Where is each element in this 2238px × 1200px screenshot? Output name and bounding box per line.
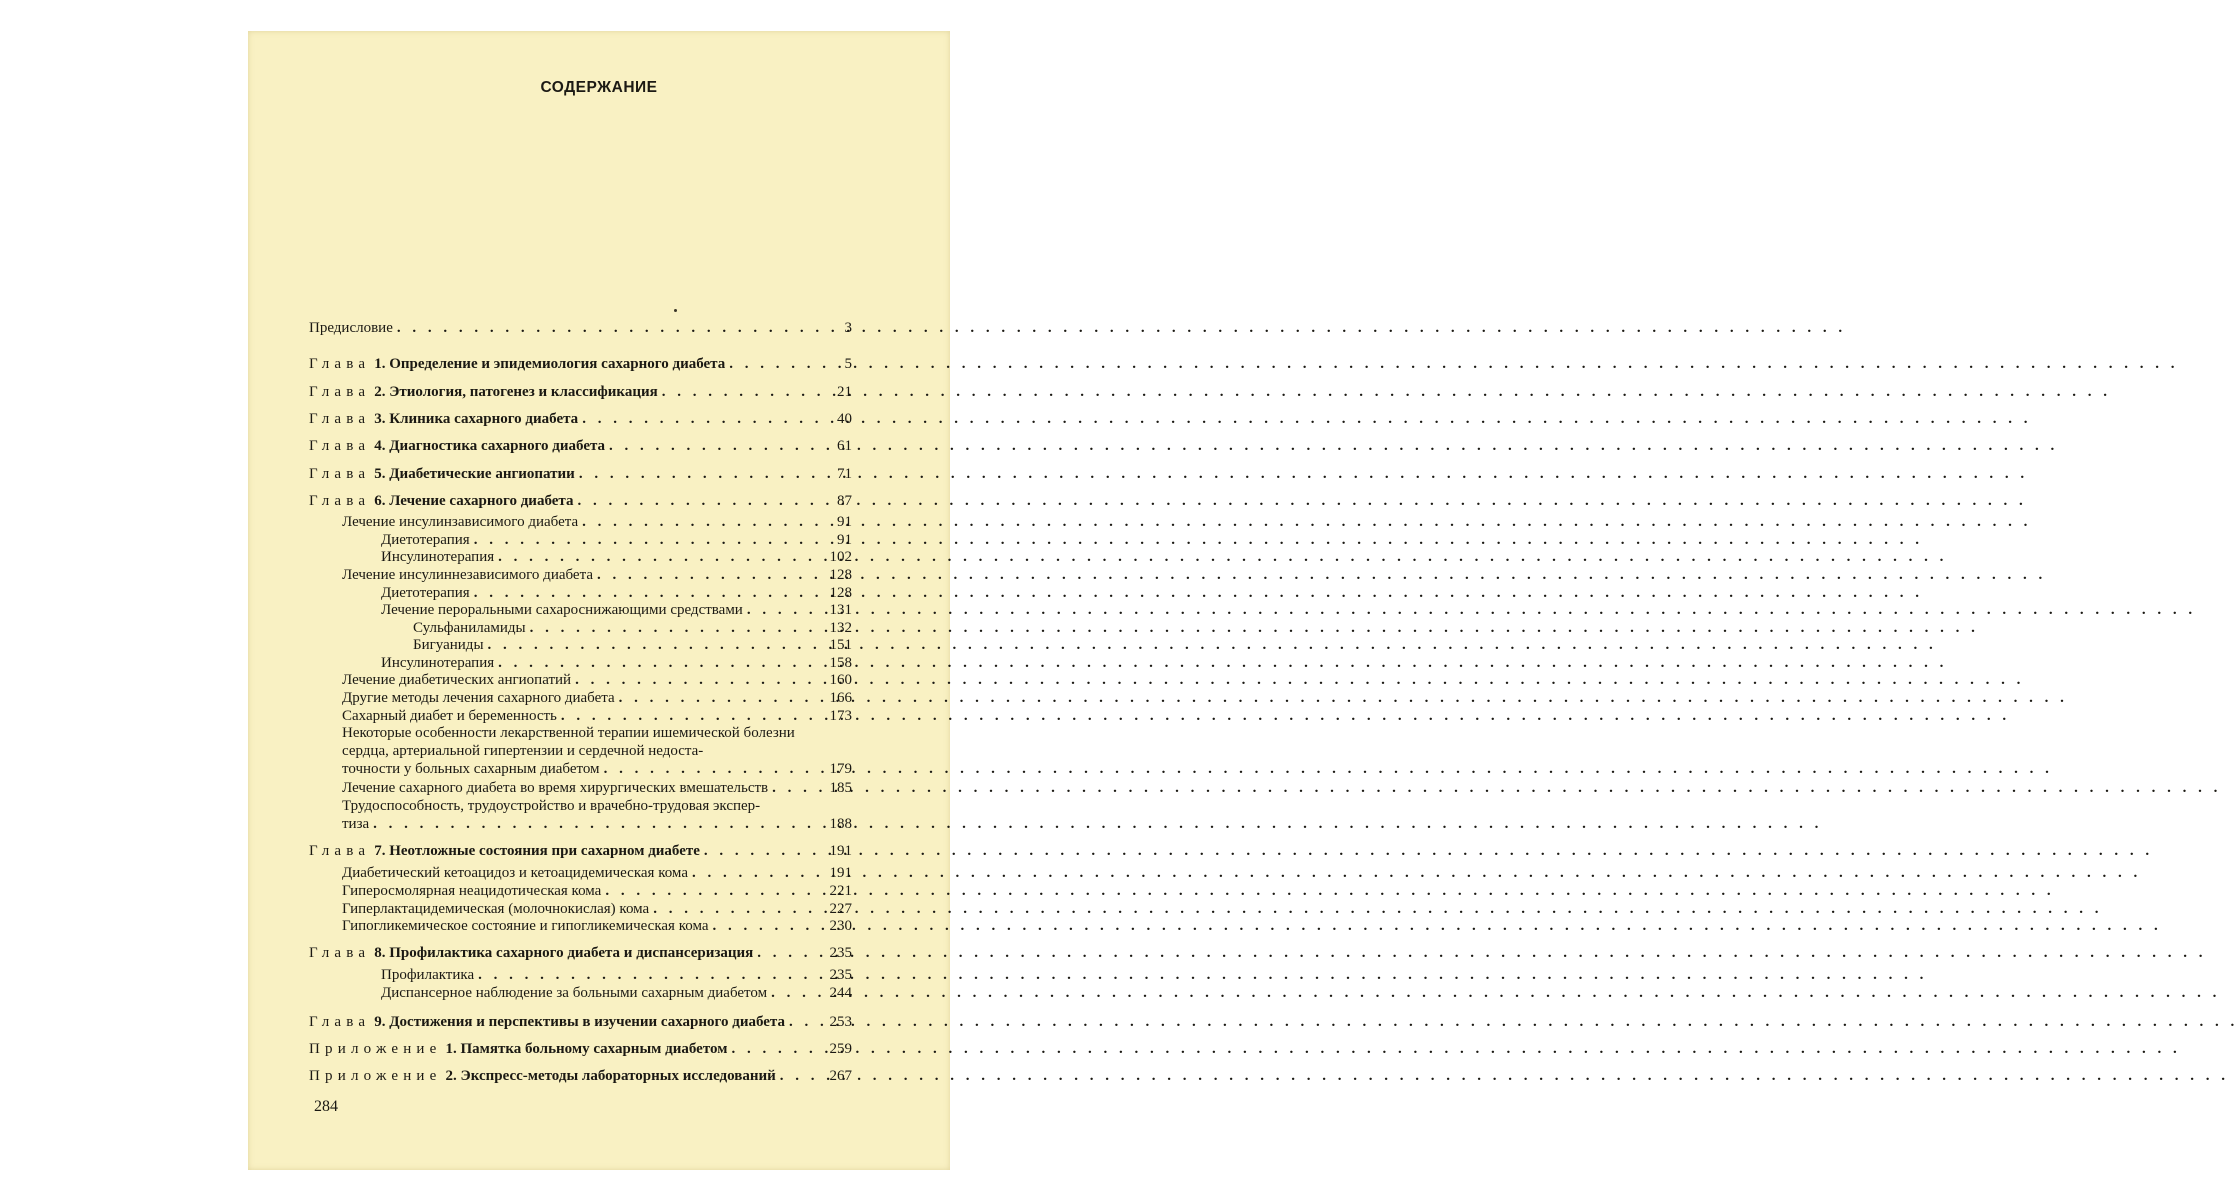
toc-page-number: 230 bbox=[829, 918, 852, 934]
toc-entry-appendix-2 bbox=[309, 1067, 852, 1085]
leader-dots bbox=[653, 900, 822, 918]
toc-entry-prefix: Глава bbox=[309, 945, 371, 961]
toc-page-number: 191 bbox=[829, 865, 852, 881]
leader-dots bbox=[561, 707, 822, 725]
toc-entry-text: Лечение сахарного диабета во время хирургических вмешательств bbox=[342, 780, 769, 796]
toc-page-number: 151 bbox=[829, 637, 852, 653]
toc-entry-text: Бигуаниды bbox=[413, 637, 484, 653]
leader-dots bbox=[582, 410, 822, 428]
toc-page-number: 166 bbox=[829, 690, 852, 706]
print-speck bbox=[674, 309, 677, 312]
toc-page-number: 131 bbox=[829, 602, 852, 618]
toc-entry-text: Диетотерапия bbox=[381, 532, 470, 548]
toc-entry-prefix: Глава bbox=[309, 843, 371, 859]
toc-entry-text: Сахарный диабет и беременность bbox=[342, 708, 557, 724]
page-title: СОДЕРЖАНИЕ bbox=[540, 79, 658, 96]
toc-entry-chapter-5 bbox=[309, 465, 852, 483]
toc-subentry bbox=[309, 864, 852, 882]
toc-entry-prefix: Приложение bbox=[309, 1068, 442, 1084]
toc-subentry-multiline bbox=[309, 724, 852, 778]
toc-entry-text: Некоторые особенности лекарственной терапии ишемической болезни сердца, артериальной гипертензии и сердечной недоста- bbox=[342, 725, 795, 759]
leader-dots bbox=[474, 584, 822, 602]
toc-entry-text: Сульфаниламиды bbox=[413, 620, 526, 636]
toc-entry-chapter-6 bbox=[309, 492, 852, 510]
toc-page-number: 91 bbox=[837, 532, 852, 548]
toc-subentry bbox=[309, 882, 852, 900]
toc-entry-text: 7. Неотложные состояния при сахарном диабете bbox=[374, 843, 700, 859]
toc-entry-chapter-2 bbox=[309, 383, 852, 401]
leader-dots bbox=[498, 548, 822, 566]
toc-entry-text: Диабетический кетоацидоз и кетоацидемическая кома bbox=[342, 865, 688, 881]
leader-dots bbox=[604, 760, 822, 778]
toc-entry-text: Инсулинотерапия bbox=[381, 655, 495, 671]
toc-entry-prefix: Приложение bbox=[309, 1041, 442, 1057]
toc-entry-text: 1. Определение и эпидемиология сахарного диабета bbox=[374, 356, 726, 372]
toc-page-number: 102 bbox=[829, 549, 852, 565]
toc-subentry bbox=[309, 531, 852, 549]
toc-page-number: 128 bbox=[829, 567, 852, 583]
toc-page-number: 235 bbox=[829, 967, 852, 983]
toc-subentry-multiline bbox=[309, 797, 852, 833]
toc-page-number: 132 bbox=[829, 620, 852, 636]
toc-subentry bbox=[309, 966, 852, 984]
toc-entry-text: 5. Диабетические ангиопатии bbox=[374, 466, 575, 482]
toc-subentry bbox=[309, 707, 852, 725]
book-page bbox=[248, 31, 950, 1170]
leader-dots bbox=[619, 689, 822, 707]
toc-entry-chapter-1 bbox=[309, 355, 852, 373]
leader-dots bbox=[772, 779, 822, 797]
toc-entry-chapter-3 bbox=[309, 410, 852, 428]
toc-page-number: 173 bbox=[829, 708, 852, 724]
toc-entry-text: Лечение пероральными сахароснижающими средствами bbox=[381, 602, 743, 618]
toc-subentry bbox=[309, 689, 852, 707]
toc-page-number: 61 bbox=[837, 438, 852, 454]
toc-entry-chapter-4 bbox=[309, 437, 852, 455]
toc-subentry bbox=[309, 601, 852, 619]
toc-page-number: 3 bbox=[844, 320, 852, 336]
toc-page-number: 160 bbox=[829, 672, 852, 688]
leader-dots bbox=[704, 842, 822, 860]
toc-subentry bbox=[309, 513, 852, 531]
leader-dots bbox=[780, 1067, 822, 1085]
leader-dots bbox=[530, 619, 822, 637]
leader-dots bbox=[731, 1040, 822, 1058]
leader-dots bbox=[789, 1013, 822, 1031]
toc-page-number: 185 bbox=[829, 780, 852, 796]
toc-entry-text: Диетотерапия bbox=[381, 585, 470, 601]
toc-entry-chapter-9 bbox=[309, 1013, 852, 1031]
toc-subentry bbox=[309, 917, 852, 935]
toc-entry-prefix: Глава bbox=[309, 493, 371, 509]
toc-page-number: 191 bbox=[829, 843, 852, 859]
leader-dots bbox=[597, 566, 822, 584]
leader-dots bbox=[373, 815, 822, 833]
toc-entry-text: Диспансерное наблюдение за больными сахарным диабетом bbox=[381, 985, 768, 1001]
leader-dots bbox=[609, 437, 822, 455]
toc-entry-prefix: Глава bbox=[309, 438, 371, 454]
toc-subentry bbox=[309, 584, 852, 602]
toc-entry-text: Гиперлактацидемическая (молочнокислая) кома bbox=[342, 901, 650, 917]
leader-dots bbox=[474, 531, 822, 549]
toc-entry-text: Инсулинотерапия bbox=[381, 549, 495, 565]
toc-page-number: 91 bbox=[837, 514, 852, 530]
toc-subentry bbox=[309, 566, 852, 584]
leader-dots bbox=[478, 966, 822, 984]
toc-entry-text: Другие методы лечения сахарного диабета bbox=[342, 690, 615, 706]
toc-entry-text: 2. Экспресс-методы лабораторных исследований bbox=[445, 1068, 776, 1084]
toc-page-number: 128 bbox=[829, 585, 852, 601]
toc-subentry bbox=[309, 984, 852, 1002]
toc-subentry bbox=[309, 900, 852, 918]
leader-dots bbox=[729, 355, 822, 373]
toc-page-number: 244 bbox=[829, 985, 852, 1001]
leader-dots bbox=[605, 882, 822, 900]
toc-subentry bbox=[309, 671, 852, 689]
toc-page-number: 71 bbox=[837, 466, 852, 482]
leader-dots bbox=[713, 917, 823, 935]
toc-entry-prefix: Глава bbox=[309, 356, 371, 372]
leader-dots bbox=[579, 465, 822, 483]
toc-page-number: 21 bbox=[837, 384, 852, 400]
toc-entry-text-last-line: точности у больных сахарным диабетом bbox=[342, 761, 600, 777]
toc-page-number: 179 bbox=[829, 761, 852, 777]
page-number: 284 bbox=[314, 1098, 338, 1115]
leader-dots bbox=[747, 601, 822, 619]
leader-dots bbox=[757, 944, 822, 962]
toc-entry-text: 4. Диагностика сахарного диабета bbox=[374, 438, 606, 454]
toc-entry-text: 8. Профилактика сахарного диабета и диспансеризация bbox=[374, 945, 754, 961]
toc-entry-appendix-1 bbox=[309, 1040, 852, 1058]
toc-entry-text: Предисловие bbox=[309, 320, 393, 336]
toc-page-number: 188 bbox=[829, 816, 852, 832]
toc-subentry bbox=[309, 636, 852, 654]
toc-entry-text-last-line: тиза bbox=[342, 816, 370, 832]
toc-entry-chapter-7 bbox=[309, 842, 852, 860]
leader-dots bbox=[575, 671, 822, 689]
toc-page-number: 253 bbox=[829, 1014, 852, 1030]
toc-subentry bbox=[309, 654, 852, 672]
toc-page-number: 5 bbox=[844, 356, 852, 372]
toc-entry-chapter-8 bbox=[309, 944, 852, 962]
toc-entry-preface bbox=[309, 319, 852, 337]
toc-entry-prefix: Глава bbox=[309, 1014, 371, 1030]
leader-dots bbox=[582, 513, 822, 531]
toc-page-number: 40 bbox=[837, 411, 852, 427]
toc-page-number: 227 bbox=[829, 901, 852, 917]
toc-entry-text: Трудоспособность, трудоустройство и врачебно-трудовая экспер- bbox=[342, 798, 761, 814]
toc-entry-prefix: Глава bbox=[309, 411, 371, 427]
toc-entry-text: Гипогликемическое состояние и гипогликемическая кома bbox=[342, 918, 709, 934]
toc-subentry bbox=[309, 619, 852, 637]
leader-dots bbox=[397, 319, 822, 337]
leader-dots bbox=[692, 864, 822, 882]
toc-entry-text: 9. Достижения и перспективы в изучении сахарного диабета bbox=[374, 1014, 785, 1030]
toc-entry-text: Лечение инсулиннезависимого диабета bbox=[342, 567, 593, 583]
leader-dots bbox=[662, 383, 822, 401]
toc-entry-prefix: Глава bbox=[309, 384, 371, 400]
toc-entry-text: Профилактика bbox=[381, 967, 475, 983]
toc-entry-text: 1. Памятка больному сахарным диабетом bbox=[445, 1041, 728, 1057]
leader-dots bbox=[771, 984, 822, 1002]
toc-page-number: 221 bbox=[829, 883, 852, 899]
toc-page-number: 87 bbox=[837, 493, 852, 509]
toc-page-number: 235 bbox=[829, 945, 852, 961]
toc-subentry bbox=[309, 548, 852, 566]
toc-page-number: 158 bbox=[829, 655, 852, 671]
toc-entry-text: 3. Клиника сахарного диабета bbox=[374, 411, 579, 427]
toc-entry-text: 2. Этиология, патогенез и классификация bbox=[374, 384, 658, 400]
toc-entry-text: Гиперосмолярная неацидотическая кома bbox=[342, 883, 602, 899]
toc-page-number: 267 bbox=[829, 1068, 852, 1084]
toc-entry-prefix: Глава bbox=[309, 466, 371, 482]
toc-page-number: 259 bbox=[829, 1041, 852, 1057]
leader-dots bbox=[498, 654, 822, 672]
toc-entry-text: Лечение инсулинзависимого диабета bbox=[342, 514, 579, 530]
toc-subentry bbox=[309, 779, 852, 797]
toc-entry-text: 6. Лечение сахарного диабета bbox=[374, 493, 574, 509]
leader-dots bbox=[488, 636, 822, 654]
leader-dots bbox=[577, 492, 822, 510]
toc-entry-text: Лечение диабетических ангиопатий bbox=[342, 672, 572, 688]
